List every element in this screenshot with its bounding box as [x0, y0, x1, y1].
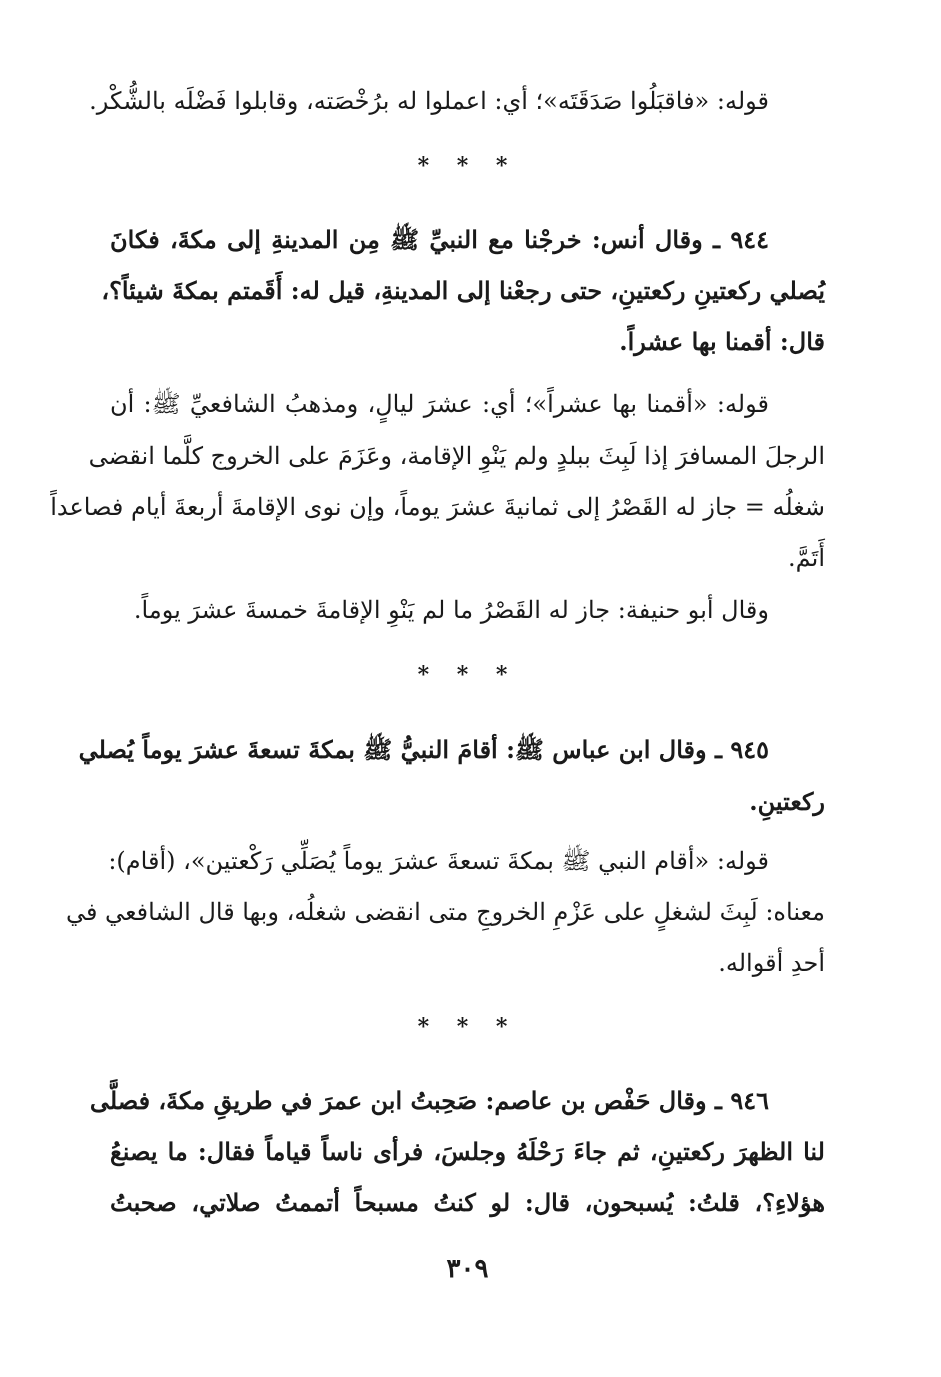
page-number: ٣٠٩	[446, 1254, 489, 1284]
hadith-944-line-2: يُصلي ركعتينِ ركعتينِ، حتى رجعْنا إلى المدينةِ، قيل له: أَقَمتم بمكةَ شيئاً؟،	[101, 276, 825, 305]
hadith-946-line-2: لنا الظهرَ ركعتينِ، ثم جاءَ رَحْلَهُ وجلسَ، فرأى ناساً قياماً فقال: ما يصنعُ	[110, 1137, 825, 1166]
hadith-946-line-1: ٩٤٦ ـ وقال حَفْص بن عاصم: صَحِبتُ ابن عمرَ في طريقِ مكةَ، فصلَّى	[89, 1086, 769, 1115]
commentary-944-line-1: قوله: «أقمنا بها عشراً»؛ أي: عشرَ ليالٍ، ومذهبُ الشافعيِّ ﷺ: أن	[110, 390, 769, 418]
hadith-944-line-1: ٩٤٤ ـ وقال أنس: خرجْنا مع النبيِّ ﷺ مِن المدينةِ إلى مكةَ، فكانَ	[110, 225, 769, 254]
commentary-945-line-2: معناه: لَبِثَ لشغلٍ على عَزْمِ الخروجِ متى انقضى شغلُه، وبها قال الشافعي في	[65, 898, 825, 926]
commentary-944-line-5: وقال أبو حنيفة: جاز له القَصْرُ ما لم يَنْوِ الإقامةَ خمسةَ عشرَ يوماً.	[133, 596, 769, 624]
hadith-945-line-1: ٩٤٥ ـ وقال ابن عباس ﷺ: أقامَ النبيُّ ﷺ بمكةَ تسعةَ عشرَ يوماً يُصلي	[78, 735, 769, 764]
section-separator: * * *	[417, 1014, 518, 1040]
commentary-945-line-3: أحدِ أقواله.	[718, 949, 825, 977]
section-separator: * * *	[417, 662, 518, 688]
commentary-944-line-3: شغلُه = جاز له القَصْرُ إلى ثمانيةَ عشرَ يوماً، وإن نوى الإقامةَ أربعةَ أيام فصاعداً	[50, 493, 825, 521]
commentary-944-line-4: أَتَمَّ.	[788, 544, 825, 572]
hadith-946-line-3: هؤلاءِ؟، قلتُ: يُسبحون، قال: لو كنتُ مسبحاً أتممتُ صلاتي، صحبتُ	[110, 1188, 825, 1217]
commentary-945-line-1: قوله: «أقام النبي ﷺ بمكةَ تسعةَ عشرَ يوماً يُصَلِّي رَكْعتين»، (أقام):	[108, 847, 769, 875]
hadith-944-line-3: قال: أقمنا بها عشراً.	[619, 327, 825, 356]
commentary-944-line-2: الرجلَ المسافرَ إذا لَبِثَ ببلدٍ ولم يَنْوِ الإقامة، وعَزَمَ على الخروج كلَّما انقضى	[88, 442, 825, 470]
document-page	[50, 0, 825, 1377]
section-separator: * * *	[417, 153, 518, 179]
commentary-line: قوله: «فاقبَلُوا صَدَقَتَه»؛ أي: اعملوا له برُخْصَته، وقابلوا فَضْلَه بالشُّكْر.	[89, 87, 769, 115]
hadith-945-line-2: ركعتينِ.	[749, 787, 825, 816]
